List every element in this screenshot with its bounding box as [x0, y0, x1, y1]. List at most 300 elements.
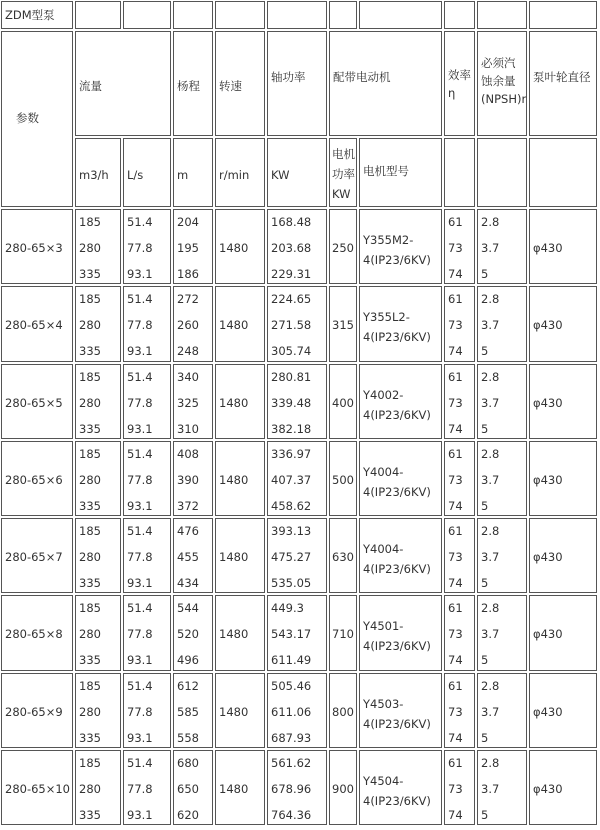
motor-model-cell: [359, 441, 442, 516]
shaft-power-value: 764.36: [271, 807, 312, 822]
efficiency-value: 74: [448, 421, 463, 436]
flow-m3h-value: 185: [79, 215, 101, 229]
head-cell: [173, 441, 213, 516]
head-value: 476: [177, 524, 199, 538]
flow-ls-cell: [123, 441, 171, 516]
speed-cell: [215, 364, 265, 439]
param-cell: [1, 31, 73, 207]
shaft-power-value: 203.68: [271, 241, 312, 255]
head-value: 325: [177, 395, 199, 410]
speed-cell: [215, 750, 265, 825]
flow-ls-cell: [123, 673, 171, 748]
flow-m3h-value: 185: [79, 678, 101, 693]
impeller-cell: [529, 750, 597, 825]
flow-m3h-value: 280: [79, 781, 101, 796]
flow-ls-cell: [123, 286, 171, 361]
motor-model-cell: [359, 209, 442, 284]
motor-model-value: Y4004-4(IP23/6KV): [363, 464, 431, 499]
flow-ls-value: 77.8: [127, 704, 153, 719]
efficiency-value: 73: [448, 781, 463, 796]
flow-m3h-value: 185: [79, 755, 101, 770]
impeller-cell: [529, 286, 597, 361]
efficiency-cell: [444, 518, 475, 593]
npsh-value: 5: [481, 653, 489, 668]
speed-cell: [215, 673, 265, 748]
table-title: ZDM型泵: [5, 8, 55, 22]
empty-header-cell: [477, 1, 527, 29]
empty-unit-cell: [529, 138, 597, 207]
motor-header: 配带电动机: [333, 70, 391, 84]
motor-power-value: 250: [332, 241, 354, 255]
motor-power-value: 500: [332, 472, 354, 487]
flow-ls-value: 51.4: [127, 755, 153, 770]
flow-ls-value: 93.1: [127, 344, 153, 359]
head-value: 455: [177, 550, 199, 564]
head-value: 680: [177, 755, 199, 770]
efficiency-value: 73: [448, 704, 463, 719]
efficiency-cell: [444, 595, 475, 670]
empty-header-cell: [75, 1, 121, 29]
flow-m3h-value: 335: [79, 807, 101, 822]
head-value: 520: [177, 627, 199, 642]
empty-header-cell: [529, 1, 597, 29]
efficiency-value: 74: [448, 730, 463, 745]
shaft-power-value: 687.93: [271, 730, 312, 745]
speed-value: 1480: [219, 318, 249, 333]
motor-model-value: Y4501-4(IP23/6KV): [363, 619, 431, 654]
shaft-power-value: 224.65: [271, 292, 312, 307]
impeller-cell: [529, 209, 597, 284]
head-header: 杨程: [177, 79, 200, 93]
model-name: 280-65×5: [5, 395, 63, 410]
flow-m3h-cell: [75, 595, 121, 670]
unit-head: m: [177, 168, 189, 182]
impeller-header: 泵叶轮直径: [533, 70, 591, 84]
speed-value: 1480: [219, 241, 249, 255]
npsh-value: 5: [481, 807, 489, 822]
model-cell: [1, 595, 73, 670]
param-label: 参数: [16, 111, 39, 125]
speed-cell: [215, 286, 265, 361]
shaft-power-value: 280.81: [271, 369, 312, 384]
npsh-value: 3.7: [481, 395, 500, 410]
flow-ls-cell: [123, 209, 171, 284]
impeller-value: φ430: [533, 627, 563, 642]
flow-ls-value: 93.1: [127, 498, 153, 513]
shaft-power-value: 393.13: [271, 524, 312, 538]
model-cell: [1, 750, 73, 825]
flow-m3h-cell: [75, 673, 121, 748]
speed-header: 转速: [219, 79, 242, 93]
flow-ls-value: 51.4: [127, 446, 153, 461]
model-name: 280-65×7: [5, 550, 63, 564]
model-name: 280-65×9: [5, 704, 63, 719]
head-value: 390: [177, 472, 199, 487]
shaft-power-cell: [267, 595, 327, 670]
shaft-power-value: 339.48: [271, 395, 312, 410]
flow-m3h-value: 335: [79, 344, 101, 359]
flow-m3h-cell: [75, 518, 121, 593]
efficiency-value: 73: [448, 395, 463, 410]
empty-unit-cell: [444, 138, 475, 207]
flow-m3h-value: 280: [79, 241, 101, 255]
unit-speed-cell: [215, 138, 265, 207]
model-cell: [1, 673, 73, 748]
efficiency-cell: [444, 673, 475, 748]
npsh-value: 3.7: [481, 472, 500, 487]
npsh-cell: [477, 595, 527, 670]
efficiency-value: 74: [448, 807, 463, 822]
motor-power-cell: [329, 286, 357, 361]
efficiency-value: 61: [448, 292, 463, 307]
motor-power-cell: [329, 595, 357, 670]
efficiency-value: 61: [448, 601, 463, 616]
speed-value: 1480: [219, 704, 249, 719]
motor-power-value: 315: [332, 318, 354, 333]
efficiency-cell: [444, 286, 475, 361]
motor-power-cell: [329, 673, 357, 748]
empty-unit-cell: [477, 138, 527, 207]
motor-power-subheader-cell: [329, 138, 357, 207]
shaft-power-value: 475.27: [271, 550, 312, 564]
flow-m3h-cell: [75, 286, 121, 361]
npsh-value: 5: [481, 344, 489, 359]
flow-m3h-value: 335: [79, 653, 101, 668]
motor-power-value: 400: [332, 395, 354, 410]
flow-m3h-value: 185: [79, 601, 101, 616]
shaft-power-cell: [267, 673, 327, 748]
flow-ls-value: 51.4: [127, 369, 153, 384]
flow-m3h-value: 280: [79, 472, 101, 487]
shaft-power-value: 336.97: [271, 446, 312, 461]
motor-power-subheader: 电机功率KW: [332, 147, 355, 201]
npsh-value: 2.8: [481, 215, 500, 229]
flow-ls-value: 77.8: [127, 395, 153, 410]
head-value: 186: [177, 267, 199, 281]
motor-model-cell: [359, 286, 442, 361]
shaft-power-value: 458.62: [271, 498, 312, 513]
impeller-value: φ430: [533, 472, 563, 487]
unit-ls-cell: [123, 138, 171, 207]
motor-model-value: Y4503-4(IP23/6KV): [363, 696, 431, 731]
npsh-value: 2.8: [481, 678, 500, 693]
npsh-value: 2.8: [481, 369, 500, 384]
flow-m3h-cell: [75, 209, 121, 284]
shaft-power-value: 678.96: [271, 781, 312, 796]
flow-ls-value: 51.4: [127, 524, 153, 538]
flow-m3h-value: 185: [79, 524, 101, 538]
flow-m3h-cell: [75, 441, 121, 516]
shaft-power-value: 505.46: [271, 678, 312, 693]
head-cell: [173, 595, 213, 670]
flow-m3h-value: 280: [79, 704, 101, 719]
speed-value: 1480: [219, 627, 249, 642]
motor-model-cell: [359, 595, 442, 670]
head-value: 620: [177, 807, 199, 822]
empty-header-cell: [444, 1, 475, 29]
model-cell: [1, 518, 73, 593]
empty-header-cell: [329, 1, 357, 29]
model-cell: [1, 286, 73, 361]
flow-m3h-value: 335: [79, 267, 101, 281]
efficiency-value: 74: [448, 653, 463, 668]
motor-model-value: Y4004-4(IP23/6KV): [363, 542, 431, 576]
motor-power-cell: [329, 364, 357, 439]
efficiency-value: 73: [448, 472, 463, 487]
motor-model-subheader: 电机型号: [363, 164, 409, 178]
efficiency-value: 74: [448, 498, 463, 513]
speed-header-cell: [215, 31, 265, 136]
npsh-cell: [477, 441, 527, 516]
efficiency-value: 61: [448, 755, 463, 770]
head-cell: [173, 673, 213, 748]
npsh-value: 2.8: [481, 524, 500, 538]
efficiency-cell: [444, 209, 475, 284]
head-value: 558: [177, 730, 199, 745]
motor-power-cell: [329, 750, 357, 825]
flow-m3h-value: 185: [79, 446, 101, 461]
flow-ls-value: 51.4: [127, 215, 153, 229]
flow-ls-cell: [123, 595, 171, 670]
flow-ls-value: 51.4: [127, 601, 153, 616]
impeller-value: φ430: [533, 318, 563, 333]
model-cell: [1, 364, 73, 439]
empty-header-cell: [123, 1, 171, 29]
title-cell: [1, 1, 73, 29]
efficiency-header-cell: [444, 31, 475, 136]
npsh-cell: [477, 364, 527, 439]
flow-header: 流量: [79, 79, 102, 93]
unit-m3h: m3/h: [79, 168, 109, 182]
head-value: 372: [177, 498, 199, 513]
motor-model-cell: [359, 673, 442, 748]
impeller-header-cell: [529, 31, 597, 136]
motor-power-cell: [329, 441, 357, 516]
flow-ls-value: 77.8: [127, 472, 153, 487]
shaft-power-value: 611.49: [271, 653, 312, 668]
impeller-value: φ430: [533, 704, 563, 719]
shaft-power-value: 561.62: [271, 755, 312, 770]
npsh-value: 5: [481, 267, 489, 281]
flow-ls-value: 77.8: [127, 781, 153, 796]
flow-header-cell: [75, 31, 171, 136]
npsh-value: 5: [481, 730, 489, 745]
model-name: 280-65×3: [5, 241, 63, 255]
impeller-value: φ430: [533, 241, 563, 255]
head-value: 585: [177, 704, 199, 719]
shaft-power-cell: [267, 518, 327, 593]
efficiency-value: 61: [448, 524, 463, 538]
efficiency-value: 73: [448, 318, 463, 333]
flow-ls-value: 77.8: [127, 241, 153, 255]
npsh-value: 3.7: [481, 318, 500, 333]
efficiency-value: 74: [448, 576, 463, 590]
flow-m3h-value: 280: [79, 550, 101, 564]
motor-power-value: 800: [332, 704, 354, 719]
speed-cell: [215, 518, 265, 593]
model-cell: [1, 441, 73, 516]
flow-ls-value: 93.1: [127, 730, 153, 745]
flow-m3h-value: 280: [79, 395, 101, 410]
impeller-value: φ430: [533, 781, 563, 796]
efficiency-value: 61: [448, 678, 463, 693]
motor-power-cell: [329, 518, 357, 593]
head-value: 340: [177, 369, 199, 384]
speed-value: 1480: [219, 550, 249, 564]
flow-m3h-value: 280: [79, 318, 101, 333]
empty-header-cell: [359, 1, 442, 29]
flow-ls-value: 77.8: [127, 318, 153, 333]
shaft-power-value: 168.48: [271, 215, 312, 229]
shaft-power-value: 449.3: [271, 601, 304, 616]
efficiency-value: 73: [448, 241, 463, 255]
speed-value: 1480: [219, 395, 249, 410]
flow-m3h-value: 185: [79, 369, 101, 384]
npsh-cell: [477, 518, 527, 593]
flow-m3h-value: 335: [79, 421, 101, 436]
flow-ls-value: 93.1: [127, 807, 153, 822]
head-header-cell: [173, 31, 213, 136]
npsh-value: 3.7: [481, 550, 500, 564]
speed-value: 1480: [219, 781, 249, 796]
npsh-value: 2.8: [481, 601, 500, 616]
speed-value: 1480: [219, 472, 249, 487]
head-value: 204: [177, 215, 199, 229]
flow-ls-cell: [123, 750, 171, 825]
impeller-cell: [529, 441, 597, 516]
efficiency-header: 效率η: [448, 68, 471, 100]
unit-power: KW: [271, 168, 290, 182]
head-value: 272: [177, 292, 199, 307]
motor-power-value: 630: [332, 550, 354, 564]
motor-model-value: Y355M2-4(IP23/6KV): [363, 233, 431, 267]
efficiency-value: 61: [448, 369, 463, 384]
impeller-value: φ430: [533, 395, 563, 410]
shaft-power-cell: [267, 750, 327, 825]
shaft-power-value: 382.18: [271, 421, 312, 436]
shaft-power-value: 611.06: [271, 704, 312, 719]
head-value: 248: [177, 344, 199, 359]
shaft-power-cell: [267, 441, 327, 516]
efficiency-value: 61: [448, 446, 463, 461]
efficiency-value: 73: [448, 550, 463, 564]
efficiency-value: 74: [448, 344, 463, 359]
npsh-cell: [477, 209, 527, 284]
npsh-value: 2.8: [481, 755, 500, 770]
shaft-power-value: 229.31: [271, 267, 312, 281]
flow-ls-cell: [123, 518, 171, 593]
flow-m3h-cell: [75, 364, 121, 439]
flow-ls-value: 51.4: [127, 292, 153, 307]
efficiency-cell: [444, 750, 475, 825]
shaft-power-cell: [267, 364, 327, 439]
motor-header-cell: [329, 31, 442, 136]
head-value: 612: [177, 678, 199, 693]
head-cell: [173, 364, 213, 439]
flow-ls-value: 51.4: [127, 678, 153, 693]
impeller-cell: [529, 595, 597, 670]
efficiency-cell: [444, 441, 475, 516]
flow-ls-value: 77.8: [127, 550, 153, 564]
shaft-power-value: 535.05: [271, 576, 312, 590]
speed-cell: [215, 209, 265, 284]
efficiency-value: 73: [448, 627, 463, 642]
motor-power-value: 900: [332, 781, 354, 796]
shaft-power-cell: [267, 209, 327, 284]
impeller-value: φ430: [533, 550, 563, 564]
motor-model-value: Y4504-4(IP23/6KV): [363, 773, 431, 808]
head-cell: [173, 286, 213, 361]
npsh-value: 3.7: [481, 704, 500, 719]
npsh-header-cell: [477, 31, 527, 136]
npsh-cell: [477, 750, 527, 825]
efficiency-value: 61: [448, 215, 463, 229]
flow-m3h-value: 335: [79, 730, 101, 745]
impeller-cell: [529, 673, 597, 748]
motor-model-value: Y4002-4(IP23/6KV): [363, 387, 431, 422]
head-cell: [173, 750, 213, 825]
flow-ls-value: 77.8: [127, 627, 153, 642]
motor-power-cell: [329, 209, 357, 284]
flow-ls-value: 93.1: [127, 576, 153, 590]
shaft-power-value: 271.58: [271, 318, 312, 333]
flow-ls-value: 93.1: [127, 653, 153, 668]
motor-model-subheader-cell: [359, 138, 442, 207]
flow-m3h-value: 335: [79, 498, 101, 513]
model-name: 280-65×6: [5, 472, 63, 487]
motor-model-cell: [359, 518, 442, 593]
flow-ls-value: 93.1: [127, 421, 153, 436]
flow-ls-cell: [123, 364, 171, 439]
empty-header-cell: [173, 1, 213, 29]
empty-header-cell: [267, 1, 327, 29]
impeller-cell: [529, 518, 597, 593]
unit-head-cell: [173, 138, 213, 207]
npsh-value: 5: [481, 421, 489, 436]
shaft-power-value: 407.37: [271, 472, 312, 487]
motor-model-cell: [359, 750, 442, 825]
npsh-value: 3.7: [481, 241, 500, 255]
shaft-power-header: 轴功率: [271, 70, 306, 84]
npsh-cell: [477, 286, 527, 361]
npsh-value: 2.8: [481, 292, 500, 307]
speed-cell: [215, 441, 265, 516]
empty-header-cell: [215, 1, 265, 29]
shaft-power-value: 543.17: [271, 627, 312, 642]
shaft-power-cell: [267, 286, 327, 361]
impeller-cell: [529, 364, 597, 439]
head-value: 496: [177, 653, 199, 668]
flow-m3h-value: 335: [79, 576, 101, 590]
unit-m3h-cell: [75, 138, 121, 207]
motor-model-cell: [359, 364, 442, 439]
flow-ls-value: 93.1: [127, 267, 153, 281]
model-cell: [1, 209, 73, 284]
shaft-power-value: 305.74: [271, 344, 312, 359]
shaft-power-header-cell: [267, 31, 327, 136]
head-value: 260: [177, 318, 199, 333]
head-value: 408: [177, 446, 199, 461]
flow-m3h-cell: [75, 750, 121, 825]
efficiency-cell: [444, 364, 475, 439]
motor-model-value: Y355L2-4(IP23/6KV): [363, 310, 431, 345]
speed-cell: [215, 595, 265, 670]
head-value: 544: [177, 601, 199, 616]
flow-m3h-value: 280: [79, 627, 101, 642]
npsh-cell: [477, 673, 527, 748]
unit-speed: r/min: [219, 168, 250, 182]
motor-power-value: 710: [332, 627, 354, 642]
